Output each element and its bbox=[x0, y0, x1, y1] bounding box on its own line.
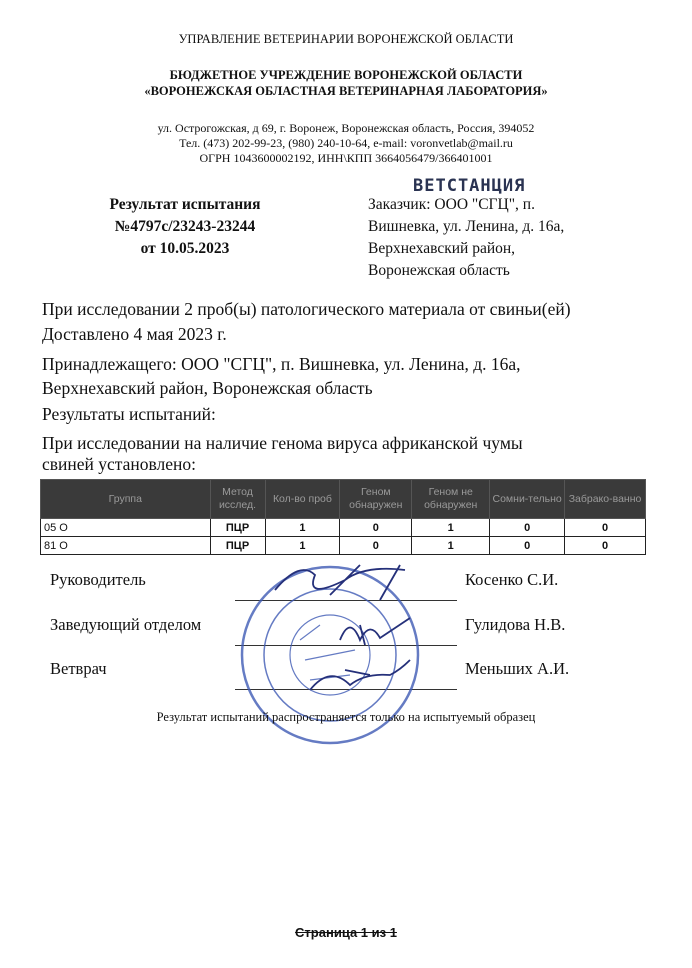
body-text: Принадлежащего: ООО "СГЦ", п. Вишневка, ул. Ленина, д. 16а, bbox=[42, 354, 521, 374]
cell-doubtful: 0 bbox=[490, 537, 565, 555]
signer-role: Заведующий отделом bbox=[50, 615, 202, 634]
cell-doubtful: 0 bbox=[490, 519, 565, 537]
cell-not-detected: 1 bbox=[412, 519, 490, 537]
footer-note: Результат испытаний распространяется только на испытуемый образец bbox=[156, 710, 536, 724]
signer-name: Гулидова Н.В. bbox=[465, 615, 566, 634]
cell-detected: 0 bbox=[340, 519, 412, 537]
customer-line: Заказчик: ООО "СГЦ", п. bbox=[368, 196, 535, 213]
org-contacts: Тел. (473) 202-99-23, (980) 240-10-64, e-mail: voronvetlab@mail.ru bbox=[179, 136, 513, 150]
column-header: Метод исслед. bbox=[210, 480, 265, 519]
org-registry: ОГРН 1043600002192, ИНН\КПП 3664056479/366401001 bbox=[199, 151, 493, 165]
signature-line bbox=[235, 645, 457, 646]
signature-line bbox=[235, 689, 457, 690]
cell-count: 1 bbox=[265, 519, 340, 537]
column-header: Геном обнаружен bbox=[340, 480, 412, 519]
page-number: Страница 1 из 1 bbox=[295, 925, 397, 940]
cell-group: 05 О bbox=[41, 519, 211, 537]
result-date: от 10.05.2023 bbox=[140, 240, 230, 257]
body-text: При исследовании на наличие генома вируса африканской чумы bbox=[42, 433, 523, 453]
cell-rejected: 0 bbox=[565, 519, 646, 537]
column-header: Кол-во проб bbox=[265, 480, 340, 519]
result-number: №4797с/23243-23244 bbox=[114, 218, 256, 235]
customer-line: Воронежская область bbox=[368, 262, 510, 279]
body-text: При исследовании 2 проб(ы) патологического материала от свиньи(ей) bbox=[42, 299, 571, 319]
table-row bbox=[41, 519, 646, 537]
cell-rejected: 0 bbox=[565, 537, 646, 555]
column-header: Группа bbox=[41, 480, 211, 519]
customer-line: Верхнехавский район, bbox=[368, 240, 516, 257]
authority-name: УПРАВЛЕНИЕ ВЕТЕРИНАРИИ ВОРОНЕЖСКОЙ ОБЛАСТИ bbox=[178, 32, 514, 46]
body-text: Доставлено 4 мая 2023 г. bbox=[42, 324, 227, 344]
signature-line bbox=[235, 600, 457, 601]
org-name-line2: «ВОРОНЕЖСКАЯ ОБЛАСТНАЯ ВЕТЕРИНАРНАЯ ЛАБОРАТОРИЯ» bbox=[144, 84, 548, 98]
results-table bbox=[40, 479, 646, 555]
cell-group: 81 О bbox=[41, 537, 211, 555]
vet-station-stamp: ВЕТСТАНЦИЯ bbox=[413, 176, 526, 196]
body-text: Верхнехавский район, Воронежская область bbox=[42, 378, 373, 398]
signer-role: Руководитель bbox=[50, 570, 146, 589]
org-name-line1: БЮДЖЕТНОЕ УЧРЕЖДЕНИЕ ВОРОНЕЖСКОЙ ОБЛАСТИ bbox=[169, 68, 523, 82]
column-header: Забрако-ванно bbox=[565, 480, 646, 519]
table-row bbox=[41, 537, 646, 555]
body-text: Результаты испытаний: bbox=[42, 404, 216, 424]
signer-name: Косенко С.И. bbox=[465, 570, 559, 589]
signer-role: Ветврач bbox=[50, 659, 107, 678]
cell-method: ПЦР bbox=[210, 537, 265, 555]
cell-count: 1 bbox=[265, 537, 340, 555]
column-header: Сомни-тельно bbox=[490, 480, 565, 519]
cell-method: ПЦР bbox=[210, 519, 265, 537]
customer-line: Вишневка, ул. Ленина, д. 16а, bbox=[368, 218, 565, 235]
cell-not-detected: 1 bbox=[412, 537, 490, 555]
result-title: Результат испытания bbox=[109, 196, 261, 213]
cell-detected: 0 bbox=[340, 537, 412, 555]
table-header-row bbox=[41, 480, 646, 519]
column-header: Геном не обнаружен bbox=[412, 480, 490, 519]
body-text: свиней установлено: bbox=[42, 454, 197, 474]
org-address: ул. Острогожская, д 69, г. Воронеж, Воронежская область, Россия, 394052 bbox=[157, 121, 535, 135]
handwritten-signatures bbox=[275, 565, 410, 690]
signer-name: Меньших А.И. bbox=[465, 659, 570, 678]
